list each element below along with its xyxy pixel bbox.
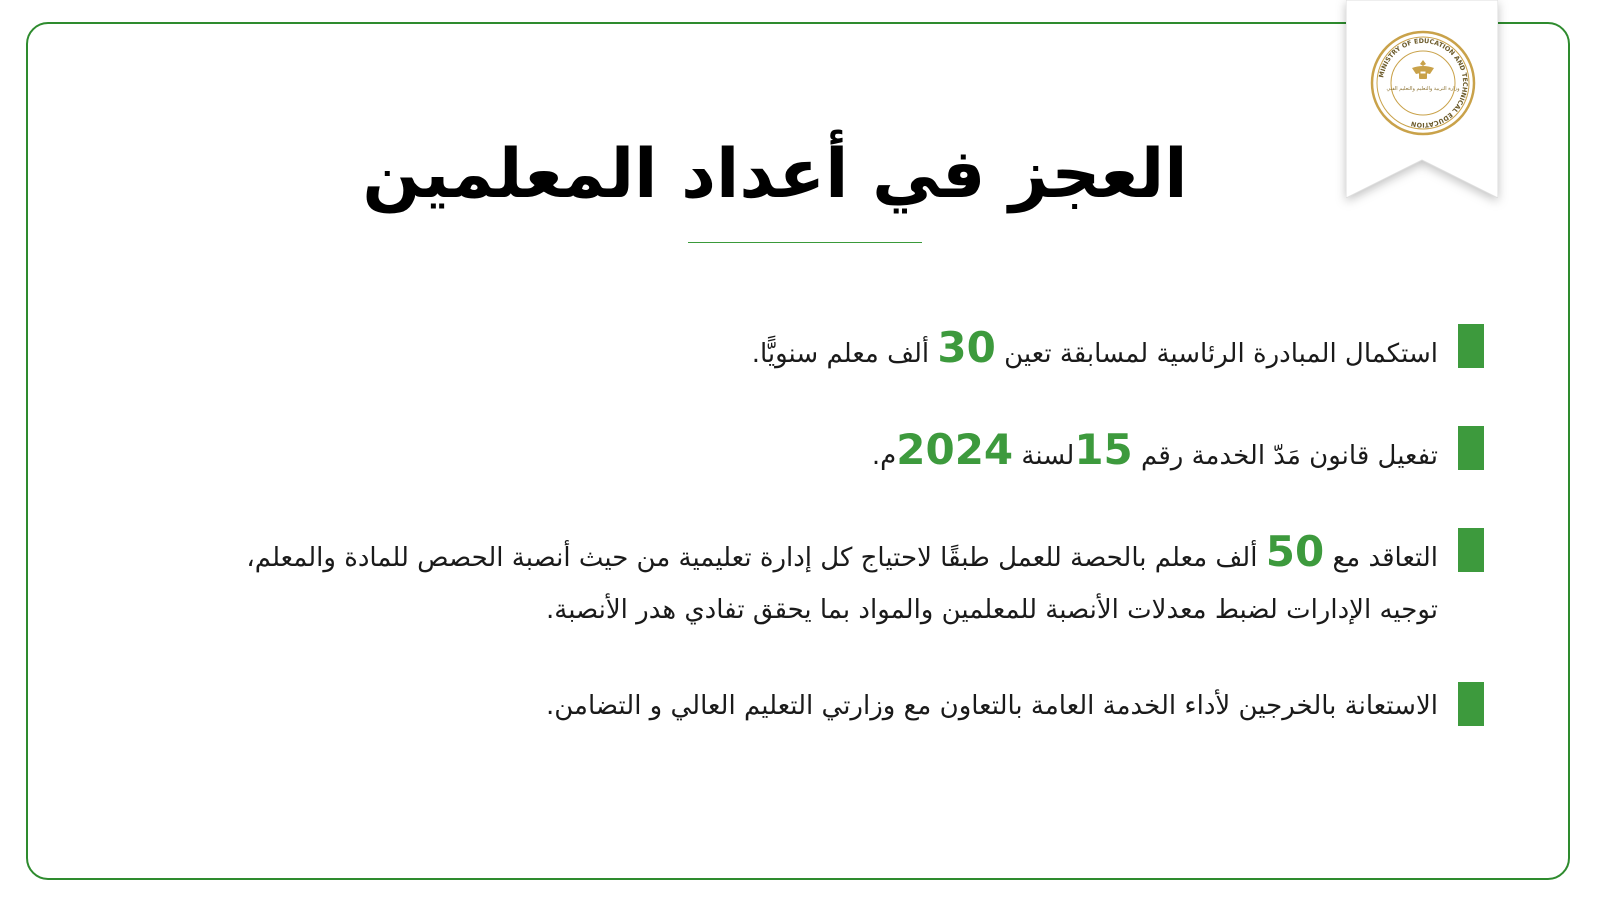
list-item-text: الاستعانة بالخرجين لأداء الخدمة العامة بالتعاون مع وزارتي التعليم العالي و التضامن. [545, 691, 1438, 721]
title-underline [688, 242, 922, 243]
green-square-marker-icon [1458, 426, 1484, 470]
page-title: العجز في أعداد المعلمين [362, 135, 1188, 214]
item-text-middle: لسنة [1021, 441, 1075, 471]
item-number: 30 [937, 323, 996, 372]
item-text-before: استكمال المبادرة الرئاسية لمسابقة تعين [1004, 339, 1438, 369]
list-item [752, 322, 1484, 380]
item-text-after: ألف معلم بالحصة للعمل طبقًا لاحتياج كل إدارة تعليمية من حيث أنصبة الحصص للمادة والمعلم، توجيه الإدارات لضبط معدلات الأنصبة للمعلمين والمواد بما يحقق تفادي هدر الأنصبة. [246, 543, 1438, 625]
green-square-marker-icon [1458, 324, 1484, 368]
law-number: 15 [1074, 425, 1133, 474]
item-text-after: م. [871, 441, 897, 471]
ministry-seal-icon [1370, 30, 1476, 136]
item-number: 50 [1265, 527, 1325, 576]
green-square-marker-icon [1458, 682, 1484, 726]
item-text-after: ألف معلم سنويًّا. [751, 339, 930, 369]
list-item-text [192, 526, 1438, 636]
list-item-text [752, 322, 1438, 380]
green-square-marker-icon [1458, 528, 1484, 572]
item-text-before: التعاقد مع [1332, 543, 1438, 573]
list-item-text [872, 424, 1438, 482]
list-item [872, 424, 1484, 482]
seal-arabic-text: وزارة التربية والتعليم والتعليم الفني [1386, 86, 1460, 92]
list-item [192, 526, 1484, 636]
law-year: 2024 [896, 425, 1014, 474]
seal-ring-text: MINISTRY OF EDUCATION AND TECHNICAL EDUCATION [1377, 36, 1470, 130]
list-item [546, 680, 1484, 732]
item-text-before: تفعيل قانون مَدّ الخدمة رقم [1141, 441, 1438, 471]
